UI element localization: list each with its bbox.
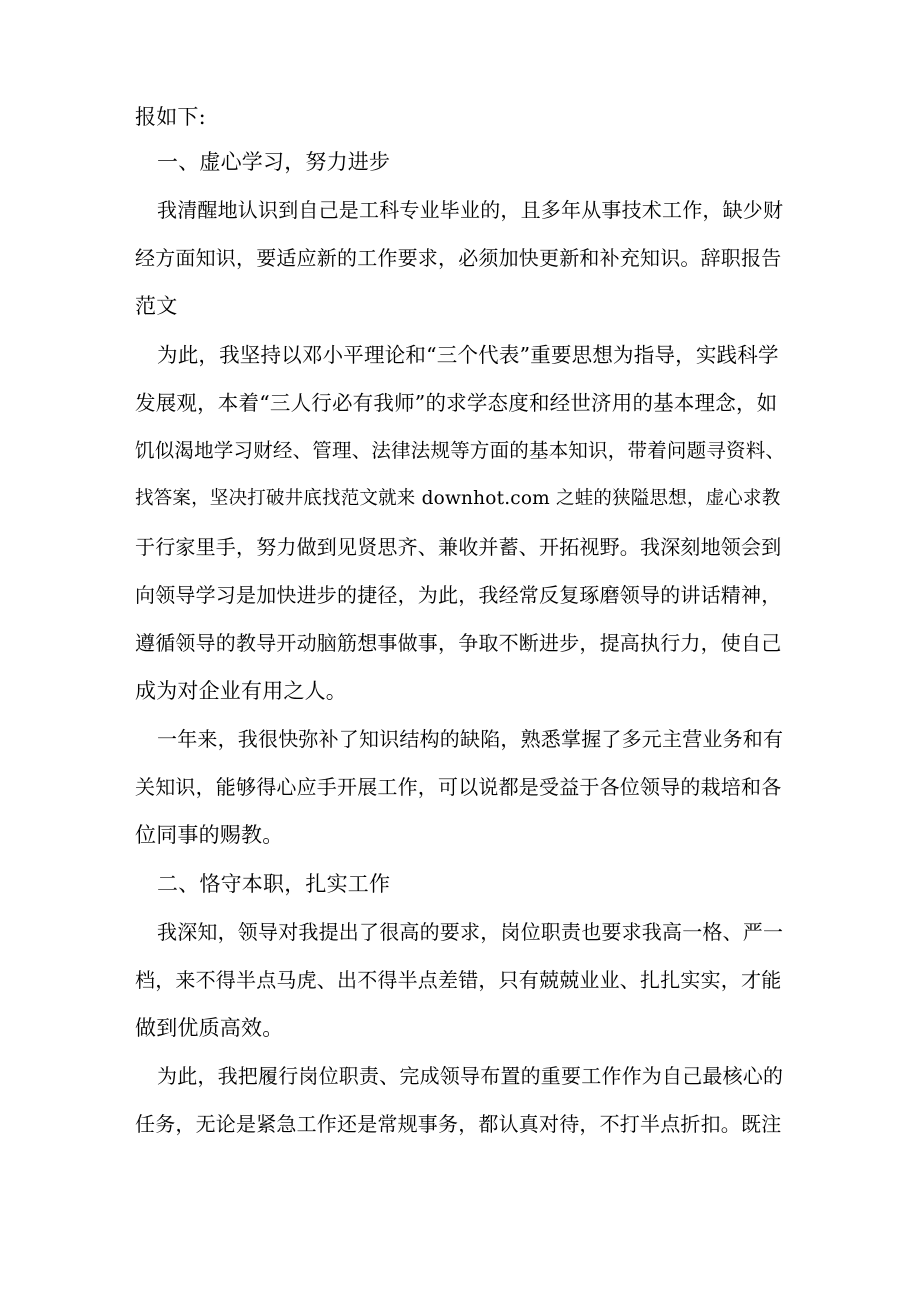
- text-line: 我深知，领导对我提出了很高的要求，岗位职责也要求我高一格、严一: [157, 920, 784, 944]
- text-line: 向领导学习是加快进步的捷径，为此，我经常反复琢磨领导的讲话精神，: [135, 583, 782, 607]
- heading-text: 一、虚心学习，努力进步: [157, 150, 391, 174]
- text-line: 范文: [135, 294, 178, 318]
- text-line: 经方面知识，要适应新的工作要求，必须加快更新和补充知识。辞职报告: [135, 246, 782, 270]
- text-line: 发展观，本着“三人行必有我师”的求学态度和经世济用的基本理念，如: [135, 391, 778, 415]
- text-line: 遵循领导的教导开动脑筋想事做事，争取不断进步，提高执行力，使自己: [135, 631, 782, 655]
- text-line: 做到优质高效。: [135, 1016, 284, 1040]
- text-line: 档，来不得半点马虎、出不得半点差错，只有兢兢业业、扎扎实实，才能: [135, 968, 782, 992]
- text-line: 成为对企业有用之人。: [135, 679, 347, 703]
- text-line: 我清醒地认识到自己是工科专业毕业的，且多年从事技术工作，缺少财: [157, 198, 784, 222]
- text-line: 关知识，能够得心应手开展工作，可以说都是受益于各位领导的栽培和各: [135, 775, 782, 799]
- text-line: 为此，我把履行岗位职责、完成领导布置的重要工作作为自己最核心的: [157, 1064, 784, 1088]
- text-line: 饥似渴地学习财经、管理、法律法规等方面的基本知识，带着问题寻资料、: [135, 439, 786, 462]
- heading-text: 二、恪守本职，扎实工作: [157, 872, 391, 896]
- text-line: 于行家里手，努力做到见贤思齐、兼收并蓄、开拓视野。我深刻地领会到: [135, 535, 782, 559]
- text-line: 报如下:: [135, 105, 206, 129]
- text-line: 为此，我坚持以邓小平理论和“三个代表”重要思想为指导，实践科学: [157, 343, 779, 367]
- text-line: 位同事的赐教。: [135, 823, 284, 847]
- text-line: 任务，无论是紧急工作还是常规事务，都认真对待，不打半点折扣。既注: [135, 1112, 782, 1136]
- text-line: 找答案，坚决打破井底找范文就来 downhot.com 之蛙的狭隘思想，虚心求教: [135, 488, 781, 509]
- text-line: 一年来，我很快弥补了知识结构的缺陷，熟悉掌握了多元主营业务和有: [157, 727, 784, 751]
